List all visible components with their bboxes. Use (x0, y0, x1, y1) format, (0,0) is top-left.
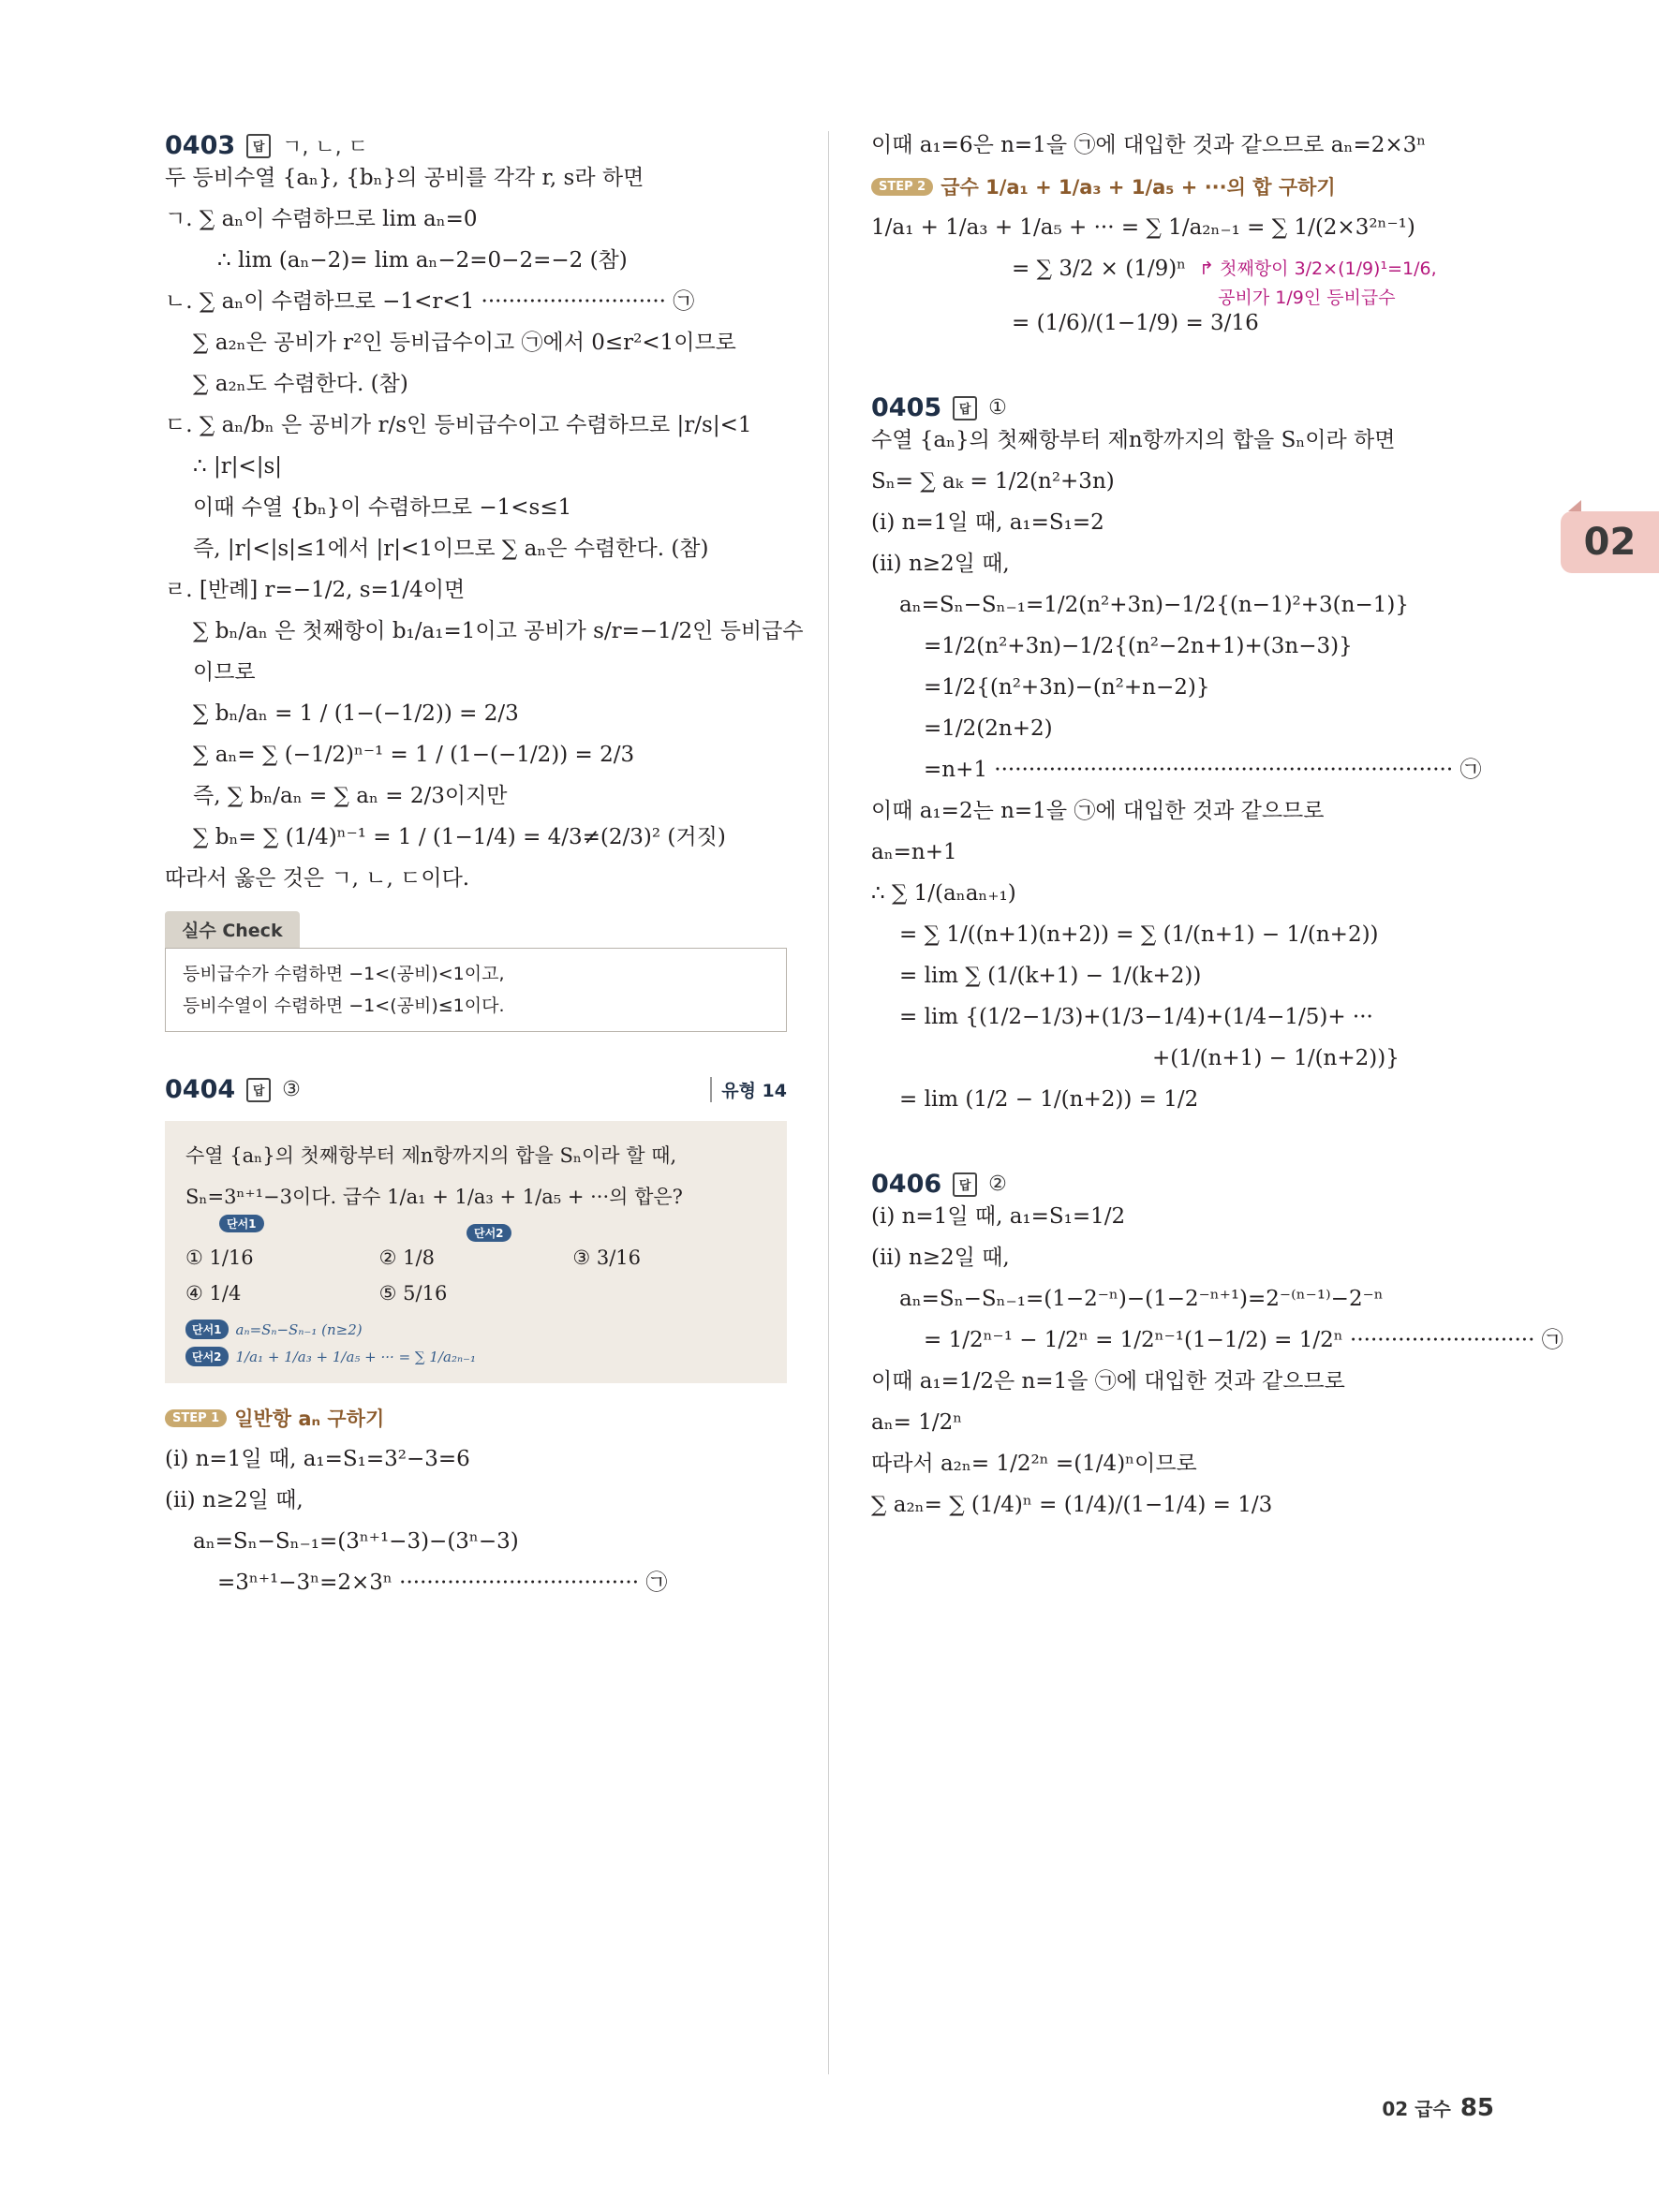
answer-icon: 답 (246, 134, 271, 158)
step2-heading (871, 172, 1497, 200)
problem-line: 수열 {aₙ}의 첫째항부터 제n항까지의 합을 Sₙ이라 할 때, (185, 1144, 677, 1167)
q0405-header (871, 393, 1497, 422)
right-column (871, 131, 1563, 1532)
q0403-line: 즉, |r|<|s|≤1에서 |r|<1이므로 ∑ aₙ은 수렴한다. (참) (193, 537, 709, 561)
q0405-line: =1/2{(n²+3n)−(n²+n−2)} (924, 675, 1210, 700)
q0405-line: =n+1 ··································································· ㉠ (924, 758, 1482, 782)
q0405-line: =1/2(n²+3n)−1/2{(n²−2n+1)+(3n−3)} (924, 634, 1353, 658)
footer-chapter: 02 급수 (1382, 2098, 1451, 2120)
q0405-line: = lim {(1/2−1/3)+(1/3−1/4)+(1/4−1/5)+ ··· (899, 1005, 1373, 1029)
q0404-cont-line: 이때 a₁=6은 n=1을 ㉠에 대입한 것과 같으므로 aₙ=2×3ⁿ (871, 133, 1427, 157)
step-badge: STEP 1 (165, 1409, 227, 1427)
q0403-line: ㄷ. ∑ aₙ/bₙ 은 공비가 r/s인 등비급수이고 수렴하므로 |r/s|<1 (165, 413, 752, 437)
clue-tag-row (185, 1215, 766, 1240)
q0403-line: ∑ a₂ₙ은 공비가 r²인 등비급수이고 ㉠에서 0≤r²<1이므로 (193, 331, 736, 355)
option-5: ⑤ 5/16 (378, 1282, 448, 1305)
q0405-line: aₙ=n+1 (871, 840, 957, 864)
q0406-line: aₙ= 1/2ⁿ (871, 1410, 963, 1435)
step1-line: (ⅱ) n≥2일 때, (165, 1488, 304, 1512)
q0405-line: 수열 {aₙ}의 첫째항부터 제n항까지의 합을 Sₙ이라 하면 (871, 428, 1396, 452)
step2-line: = ∑ 3/2 × (1/9)ⁿ (1012, 257, 1187, 281)
problem-line: Sₙ=3ⁿ⁺¹−3이다. 급수 1/a₁ + 1/a₃ + 1/a₅ + ···의 합은? (185, 1186, 683, 1208)
step1-heading (165, 1404, 787, 1432)
q0403-line: ㄱ. ∑ aₙ이 수렴하므로 lim aₙ=0 (165, 207, 478, 231)
q0403-line: 이므로 (193, 660, 256, 685)
q0403-line: ∑ aₙ= ∑ (−1/2)ⁿ⁻¹ = 1 / (1−(−1/2)) = 2/3 (193, 743, 635, 767)
q0405-line: 이때 a₁=2는 n=1을 ㉠에 대입한 것과 같으므로 (871, 799, 1325, 823)
mistake-check-body (165, 948, 787, 1032)
q0406-header (871, 1170, 1497, 1199)
left-column (165, 131, 804, 1610)
clue1-tag: 단서1 (219, 1215, 264, 1232)
q0404-header (165, 1075, 787, 1104)
q0406-line: ∑ a₂ₙ= ∑ (1/4)ⁿ = (1/4)/(1−1/4) = 1/3 (871, 1493, 1273, 1517)
option-1: ① 1/16 (185, 1246, 254, 1269)
q0403-line: ∑ bₙ= ∑ (1/4)ⁿ⁻¹ = 1 / (1−1/4) = 4/3≠(2/3)² (거짓) (193, 825, 726, 849)
mistake-check-title: 실수 Check (165, 911, 300, 948)
mistake-check-box (165, 911, 787, 1032)
q0406-line: 이때 a₁=1/2은 n=1을 ㉠에 대입한 것과 같으므로 (871, 1369, 1345, 1394)
q0405-answer: ① (988, 396, 1007, 420)
q0405-line: = lim (1/2 − 1/(n+2)) = 1/2 (899, 1087, 1199, 1112)
step2-line: = (1/6)/(1−1/9) = 3/16 (1012, 311, 1259, 335)
q0403-line: 두 등비수열 {aₙ}, {bₙ}의 공비를 각각 r, s라 하면 (165, 166, 644, 190)
hint-1 (185, 1320, 766, 1339)
problem-type-tag: 유형 14 (710, 1077, 787, 1102)
hint-badge: 단서1 (185, 1320, 229, 1339)
q0406-answer: ② (988, 1172, 1007, 1196)
q0406-number: 0406 (871, 1170, 942, 1199)
step2-annotation (1199, 255, 1436, 309)
q0405-line: +(1/(n+1) − 1/(n+2))} (1152, 1046, 1400, 1070)
step1-line: (ⅰ) n=1일 때, a₁=S₁=3²−3=6 (165, 1447, 470, 1471)
q0403-conclusion: 따라서 옳은 것은 ㄱ, ㄴ, ㄷ이다. (165, 866, 470, 891)
hint-text: 1/a₁ + 1/a₃ + 1/a₅ + ··· = ∑ 1/a₂ₙ₋₁ (235, 1348, 476, 1365)
q0405-line: ∴ ∑ 1/(aₙaₙ₊₁) (871, 881, 1016, 906)
q0403-header (165, 131, 787, 160)
q0405-line: = ∑ 1/((n+1)(n+2)) = ∑ (1/(n+1) − 1/(n+2)) (899, 922, 1379, 947)
q0403-line: ∴ |r|<|s| (193, 454, 283, 479)
q0405-line: aₙ=Sₙ−Sₙ₋₁=1/2(n²+3n)−1/2{(n−1)²+3(n−1)} (899, 593, 1409, 617)
step1-line: aₙ=Sₙ−Sₙ₋₁=(3ⁿ⁺¹−3)−(3ⁿ−3) (193, 1529, 519, 1554)
hint-badge: 단서2 (185, 1347, 229, 1366)
q0404-answer: ③ (282, 1078, 301, 1101)
hint-text: aₙ=Sₙ−Sₙ₋₁ (n≥2) (235, 1320, 363, 1338)
q0403-line: ∑ bₙ/aₙ 은 첫째항이 b₁/a₁=1이고 공비가 s/r=−1/2인 등비급수 (193, 619, 804, 643)
q0406-line: = 1/2ⁿ⁻¹ − 1/2ⁿ = 1/2ⁿ⁻¹(1−1/2) = 1/2ⁿ ··························· ㉠ (924, 1328, 1563, 1352)
column-divider (828, 131, 829, 2074)
q0403-line: 이때 수열 {bₙ}이 수렴하므로 −1<s≤1 (193, 495, 572, 520)
answer-icon: 답 (246, 1078, 271, 1102)
option-3: ③ 3/16 (572, 1246, 641, 1269)
q0405-line: Sₙ= ∑ aₖ = 1/2(n²+3n) (871, 469, 1115, 494)
q0406-line: (ⅱ) n≥2일 때, (871, 1246, 1010, 1270)
hint-2 (185, 1347, 766, 1366)
option-2: ② 1/8 (378, 1246, 435, 1269)
q0403-line: ∑ a₂ₙ도 수렴한다. (참) (193, 372, 408, 396)
step-title: 급수 1/a₁ + 1/a₃ + 1/a₅ + ···의 합 구하기 (941, 176, 1336, 199)
q0406-line: (ⅰ) n=1일 때, a₁=S₁=1/2 (871, 1204, 1126, 1229)
clue2-tag: 단서2 (467, 1224, 511, 1242)
q0403-number: 0403 (165, 131, 236, 160)
answer-icon: 답 (953, 1172, 977, 1197)
annotation-line: ↱ 첫째항이 3/2×(1/9)¹=1/6, (1199, 258, 1437, 279)
page-footer (1382, 2094, 1494, 2122)
q0403-line: ∑ bₙ/aₙ = 1 / (1−(−1/2)) = 2/3 (193, 701, 519, 726)
q0404-number: 0404 (165, 1075, 236, 1104)
q0405-line: (ⅰ) n=1일 때, a₁=S₁=2 (871, 510, 1104, 535)
q0404-problem-box (165, 1121, 787, 1383)
answer-options (185, 1246, 766, 1305)
step1-line: =3ⁿ⁺¹−3ⁿ=2×3ⁿ ··································· ㉠ (217, 1571, 668, 1595)
answer-icon: 답 (953, 396, 977, 420)
arrow-icon: ↱ (1199, 258, 1221, 279)
step-title: 일반항 aₙ 구하기 (234, 1408, 385, 1430)
option-4: ④ 1/4 (185, 1282, 242, 1305)
check-line: 등비수열이 수렴하면 −1<(공비)≤1이다. (183, 995, 505, 1016)
q0405-number: 0405 (871, 393, 942, 422)
step2-line: 1/a₁ + 1/a₃ + 1/a₅ + ··· = ∑ 1/a₂ₙ₋₁ = ∑ 1/(2×3²ⁿ⁻¹) (871, 215, 1415, 240)
page-number: 85 (1459, 2094, 1494, 2122)
q0405-line: =1/2(2n+2) (924, 716, 1053, 741)
q0406-line: aₙ=Sₙ−Sₙ₋₁=(1−2⁻ⁿ)−(1−2⁻ⁿ⁺¹)=2⁻⁽ⁿ⁻¹⁾−2⁻ⁿ (899, 1287, 1384, 1311)
check-line: 등비급수가 수렴하면 −1<(공비)<1이고, (183, 964, 505, 984)
step-badge: STEP 2 (871, 178, 933, 196)
q0403-line: ∴ lim (aₙ−2)= lim aₙ−2=0−2=−2 (참) (217, 248, 628, 273)
q0403-line: 즉, ∑ bₙ/aₙ = ∑ aₙ = 2/3이지만 (193, 784, 508, 808)
q0406-line: 따라서 a₂ₙ= 1/2²ⁿ =(1/4)ⁿ이므로 (871, 1452, 1197, 1476)
q0403-answer: ㄱ, ㄴ, ㄷ (282, 136, 368, 159)
q0405-line: = lim ∑ (1/(k+1) − 1/(k+2)) (899, 964, 1202, 988)
q0403-line: ㄴ. ∑ aₙ이 수렴하므로 −1<r<1 ··························· ㉠ (165, 289, 695, 314)
annotation-line: 공비가 1/9인 등비급수 (1218, 288, 1396, 308)
chapter-tab: 02 (1561, 511, 1659, 573)
q0405-line: (ⅱ) n≥2일 때, (871, 552, 1010, 576)
q0403-line: ㄹ. [반례] r=−1/2, s=1/4이면 (165, 578, 466, 602)
